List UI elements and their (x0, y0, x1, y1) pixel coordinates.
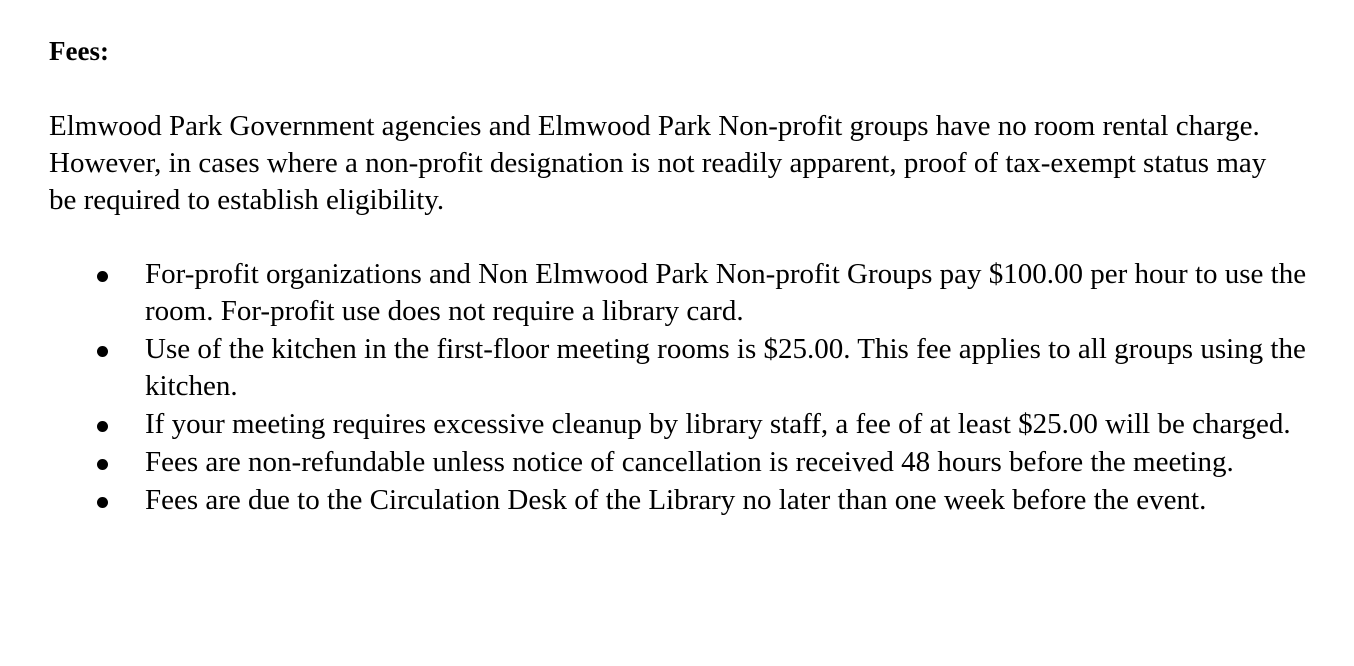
fees-heading: Fees: (49, 36, 109, 66)
fee-item-for-profit (49, 256, 1310, 330)
fee-item-text: Fees are non-refundable unless notice of cancellation is received 48 hours before the meeting. (145, 446, 1234, 478)
fee-item-due-date (49, 482, 1310, 519)
bullet-icon (97, 459, 108, 470)
fee-list (49, 256, 1339, 519)
fee-item-text: Use of the kitchen in the first-floor meeting rooms is $25.00. This fee applies to all groups using the kitchen. (145, 333, 1306, 402)
bullet-icon (97, 271, 108, 282)
intro-paragraph: Elmwood Park Government agencies and Elmwood Park Non-profit groups have no room rental charge. However, in cases where a non-profit designation is not readily apparent, proof of tax-exempt status may be required to establish eligibility. (49, 110, 1267, 216)
fee-item-text: If your meeting requires excessive cleanup by library staff, a fee of at least $25.00 will be charged. (145, 408, 1291, 440)
bullet-icon (97, 497, 108, 508)
bullet-icon (97, 346, 108, 357)
document-page (49, 32, 1339, 520)
bullet-icon (97, 421, 108, 432)
fee-item-text: For-profit organizations and Non Elmwood Park Non-profit Groups pay $100.00 per hour to use the room. For-profit use does not require a library card. (145, 258, 1307, 327)
fee-item-kitchen (49, 331, 1310, 405)
fee-item-refund (49, 444, 1310, 481)
fee-item-text: Fees are due to the Circulation Desk of the Library no later than one week before the event. (145, 484, 1207, 516)
fee-item-cleanup (49, 406, 1310, 443)
